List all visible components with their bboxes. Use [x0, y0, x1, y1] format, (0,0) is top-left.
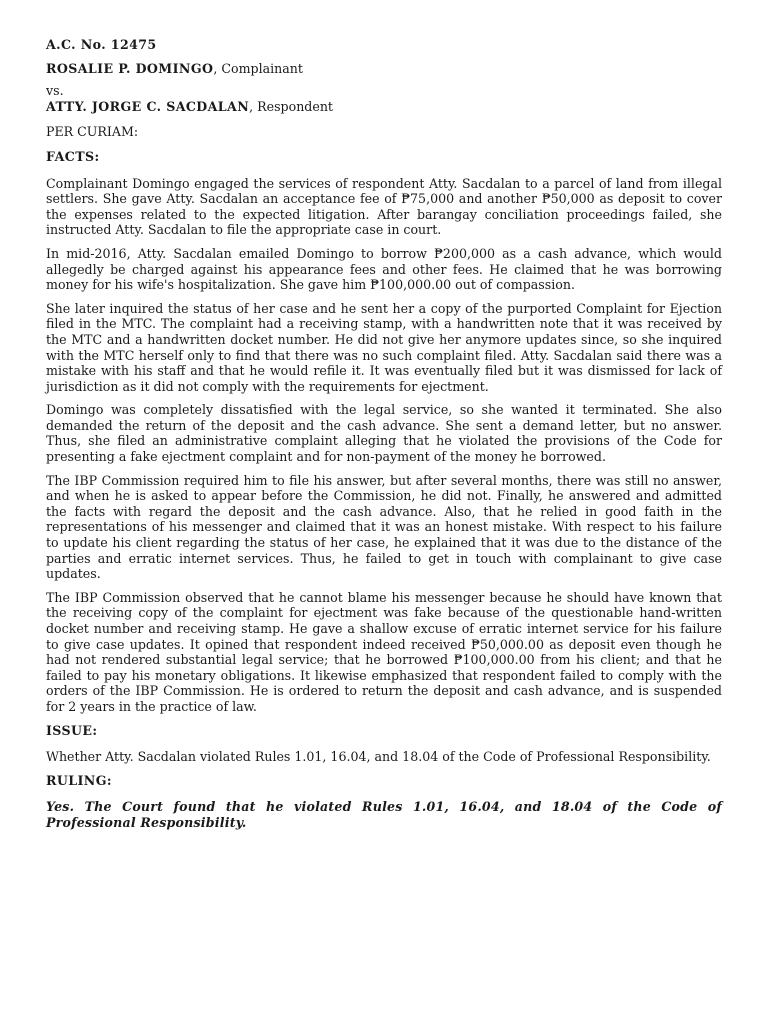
facts-paragraph: The IBP Commission observed that he cannot blame his messenger because he should have known that the receiving copy of the complaint for ejectment was fake because of the questionable hand-written docket number and receiving stamp. He gave a shallow excuse of erratic internet service for his failure to give case updates. It opined that respondent indeed received ₱50,000.00 as deposit even though he had not rendered substantial legal service; that he borrowed ₱100,000.00 from his client; and that he failed to pay his monetary obligations. It likewise emphasized that respondent failed to comply with the orders of the IBP Commission. He is ordered to return the deposit and cash advance, and is suspended for 2 years in the practice of law. [46, 589, 722, 714]
versus-text: vs. [46, 83, 64, 99]
respondent-line [46, 99, 722, 115]
facts-paragraph: Complainant Domingo engaged the services of respondent Atty. Sacdalan to a parcel of land from illegal settlers. She gave Atty. Sacdalan an acceptance fee of ₱75,000 and another ₱50,000 as deposit to cover the expenses related to the expected litigation. After barangay conciliation proceedings failed, she instructed Atty. Sacdalan to file the appropriate case in court. [46, 175, 722, 238]
complainant-role: , Complainant [213, 60, 303, 76]
facts-paragraph: She later inquired the status of her case and he sent her a copy of the purported Complaint for Ejection filed in the MTC. The complaint had a receiving stamp, with a handwritten note that it was received by the MTC and a handwritten docket number. He did not give her anymore updates since, so she inquired with the MTC herself only to find that there was no such complaint filed. Atty. Sacdalan said there was a mistake with his staff and that he would refile it. It was eventually filed but it was dismissed for lack of jurisdiction as it did not comply with the requirements for ejectment. [46, 300, 722, 394]
facts-paragraph: In mid-2016, Atty. Sacdalan emailed Domingo to borrow ₱200,000 as a cash advance, which would allegedly be charged against his appearance fees and other fees. He claimed that he was borrowing money for his wife's hospitalization. She gave him ₱100,000.00 out of compassion. [46, 245, 722, 293]
case-number: A.C. No. 12475 [46, 37, 157, 52]
document-page [46, 37, 722, 831]
facts-paragraph: Domingo was completely dissatisfied with the legal service, so she wanted it terminated. She also demanded the return of the deposit and the cash advance. She sent a demand letter, but no answer. Thus, she filed an administrative complaint alleging that he violated the provisions of the Code for presenting a fake ejectment complaint and for non-payment of the money he borrowed. [46, 402, 722, 465]
facts-paragraph: The IBP Commission required him to file his answer, but after several months, there was still no answer, and when he is asked to appear before the Commission, he did not. Finally, he answered and admitted the facts with regard the deposit and the cash advance. Also, that he relied in good faith in the representations of his messenger and claimed that it was an honest mistake. With respect to his failure to update his client regarding the status of her case, he explained that it was due to the distance of the parties and erratic internet services. Thus, he failed to get in touch with complainant to give case updates. [46, 472, 722, 582]
per-curiam: PER CURIAM: [46, 124, 139, 140]
ruling-heading: RULING: [46, 772, 112, 788]
facts-heading: FACTS: [46, 148, 100, 164]
complainant-name: ROSALIE P. DOMINGO [46, 60, 214, 76]
respondent-name: ATTY. JORGE C. SACDALAN [46, 98, 250, 114]
issue-text: Whether Atty. Sacdalan violated Rules 1.01, 16.04, and 18.04 of the Code of Professional Responsibility. [46, 749, 711, 765]
respondent-role: , Respondent [249, 98, 333, 114]
issue-heading: ISSUE: [46, 722, 98, 738]
ruling-text: Yes. The Court found that he violated Rules 1.01, 16.04, and 18.04 of the Code of Professional Responsibility. [46, 799, 722, 830]
complainant-line [46, 61, 722, 77]
